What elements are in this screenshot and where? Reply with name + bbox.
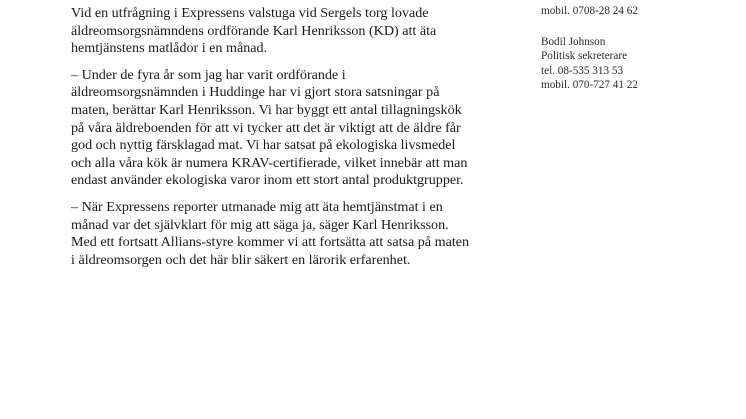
contact-title: Politisk sekreterare bbox=[541, 50, 628, 62]
contact-sidebar bbox=[541, 4, 741, 93]
contact-name: Bodil Johnson bbox=[541, 35, 606, 48]
article-paragraph-3: – När Expressens reporter utmanade mig att äta hemtjänstmat i en månad var det självklart för mig att säga ja, säger Karl Henriksson. Med ett fortsatt Allians-styre kommer vi att fortsätta att satsa på maten i äldreomsorgen och det här blir säkert en lärorik erfarenhet. bbox=[71, 198, 470, 268]
contact-mobile: mobil. 070-727 41 22 bbox=[541, 79, 638, 91]
contact-phone: tel. 08-535 313 53 bbox=[541, 64, 624, 77]
article-body bbox=[71, 5, 511, 278]
second-contact bbox=[541, 35, 741, 93]
article-paragraph-2: – Under de fyra år som jag har varit ordförande i äldreomsorgsnämnden i Huddinge har vi gjort stora satsningar på maten, berättar Karl Henriksson. Vi har byggt ett antal tillagningskök på våra äldreboenden för att vi tycker att det är viktigt att de äldre får god och nyttig färsklagad mat. Vi har satsat på ekologiska livsmedel och alla våra kök är numera KRAV-certifierade, vilket innebär att man endast använder ekologiska varor inom ett stort antal produktgrupper. bbox=[71, 66, 468, 189]
article-paragraph-1: Vid en utfrågning i Expressens valstuga vid Sergels torg lovade äldreomsorgsnämndens ordförande Karl Henriksson (KD) att äta hemtjänstens matlådor i en månad. bbox=[71, 5, 437, 57]
first-contact-mobile: mobil. 0708-28 24 62 bbox=[541, 5, 638, 17]
